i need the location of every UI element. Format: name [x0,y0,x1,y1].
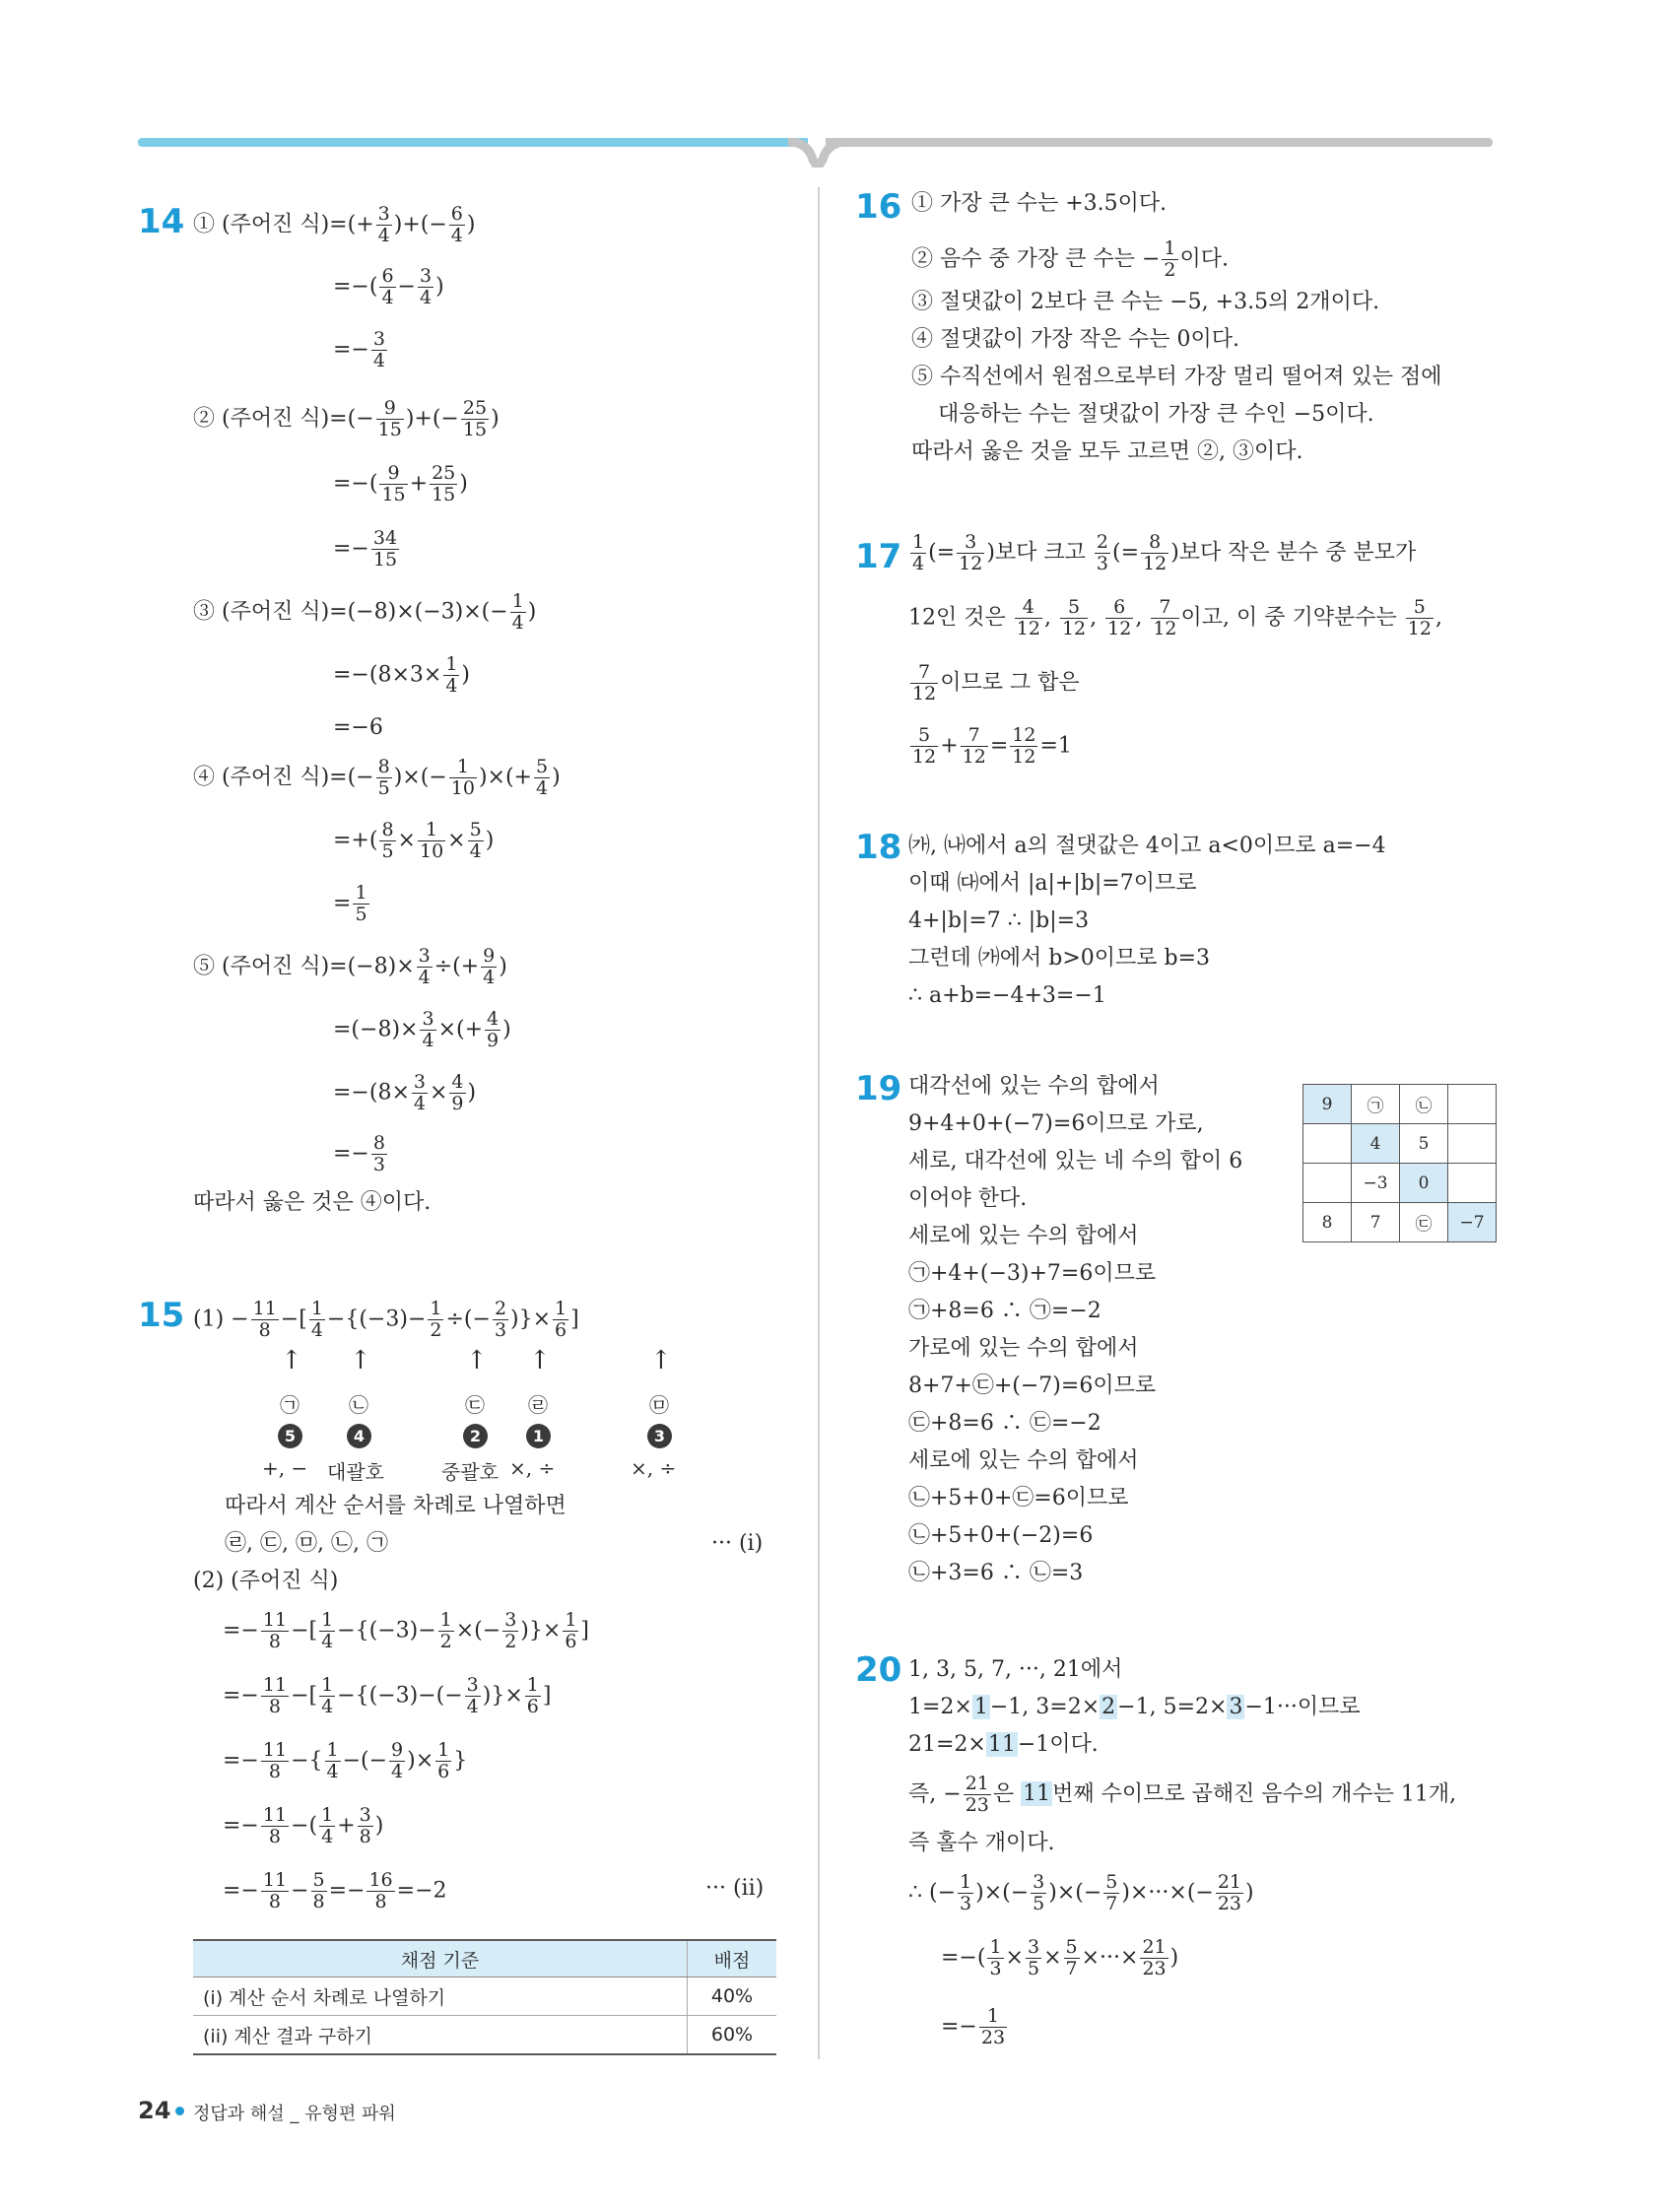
q14-line-4: ② (주어진 식)=(− $\frac{9}{15}$ )+(− $\frac{25}{15}$ ) [193,397,500,440]
q20-line-6: ∴ (− $\frac{1}{3}$ )×(− $\frac{3}{5}$ )×(− $\frac{5}{7}$ )×···×(− $\frac{21}{23}$ ) [908,1871,1254,1914]
scoring-points-cell: 60% [688,2016,777,2055]
scoring-points-cell: 40% [688,1977,777,2016]
q19-line-1: 대각선에 있는 수의 합에서 [908,1074,1160,1099]
grid-cell: ㉡ [1400,1085,1448,1124]
q14-conclusion: 따라서 옳은 것은 ④이다. [193,1190,432,1215]
q15-op-2: 대괄호 [327,1460,384,1484]
q15-step-line-3: =− $\frac{11}{8}$ −{ $\frac{1}{4}$ −(− $\frac{9}{4}$ )× $\frac{1}{6}$ } [223,1739,468,1782]
q15-step-5: 3 [647,1424,672,1448]
q14-line-13: ⑤ (주어진 식)=(−8)× $\frac{3}{4}$ ÷(+ $\frac{9}{4}$ ) [193,945,507,988]
q17-line-3: $\frac{7}{12}$ 이므로 그 합은 [912,661,1080,704]
q18-line-4: 그런데 ㈎에서 b>0이므로 b=3 [908,946,1211,971]
q14-line-8: =−(8×3× $\frac{1}{4}$ ) [333,653,470,697]
q17-line-4: $\frac{5}{12}$ + $\frac{7}{12}$ = $\frac{12}{12}$ =1 [912,724,1072,768]
grid-cell: −7 [1448,1203,1497,1242]
header-bar-right [826,138,1493,147]
q19-line-4: 이어야 한다. [908,1186,1028,1211]
q15-arrow-3: ↑ [466,1346,488,1375]
q20-line-1: 1, 3, 5, 7, ···, 21에서 [908,1657,1123,1682]
q16-line-2: ② 음수 중 가장 큰 수는 − $\frac{1}{2}$ 이다. [911,237,1230,281]
q14-line-15: =−(8× $\frac{3}{4}$ × $\frac{4}{9}$ ) [333,1071,477,1114]
question-19-number: 19 [855,1069,902,1108]
q14-line-5: =−( $\frac{9}{15}$ + $\frac{25}{15}$ ) [333,462,468,505]
q14-line-12: = $\frac{1}{5}$ [333,882,367,925]
q18-line-3: 4+|b|=7 ∴ |b|=3 [908,908,1090,933]
header-bar-left [138,138,808,147]
q19-line-2: 9+4+0+(−7)=6이므로 가로, [908,1111,1204,1136]
q20-line-7: =−( $\frac{1}{3}$ × $\frac{3}{5}$ × $\frac{5}{7}$ ×···× $\frac{21}{23}$ ) [941,1936,1179,1979]
q15-order: ㉣, ㉢, ㉤, ㉡, ㉠ [225,1531,388,1556]
q14-line-1: ① (주어진 식)=(+ $\frac{3}{4}$ )+(− $\frac{6}{4}$ ) [193,203,476,246]
q14-line-7: ③ (주어진 식)=(−8)×(−3)×(− $\frac{1}{4}$ ) [193,590,537,634]
q15-mark-2: ··· (ii) [705,1876,765,1901]
q15-label-3: ㉢ [465,1393,485,1417]
q20-line-5: 즉 홀수 개이다. [908,1831,1055,1855]
q15-step-4: 1 [526,1424,551,1448]
question-17-number: 17 [855,537,902,576]
q20-line-4: 즉, − $\frac{21}{23}$ 은 11번째 수이므로 곱해진 음수의 개수는 11개, [908,1773,1457,1816]
grid-cell: 8 [1303,1203,1352,1242]
q15-order-text: 따라서 계산 순서를 차례로 나열하면 [225,1494,567,1518]
scoring-table [193,1939,776,2055]
grid-cell: ㉠ [1352,1085,1400,1124]
q15-op-1: +, − [262,1456,308,1480]
grid-cell [1303,1124,1352,1164]
q15-part-2: (2) (주어진 식) [193,1569,339,1593]
q19-line-14: ㉡+3=6 ∴ ㉡=3 [908,1561,1084,1585]
q15-arrow-1: ↑ [281,1346,302,1375]
scoring-criteria-cell: (i) 계산 순서 차례로 나열하기 [193,1977,688,2016]
q19-line-5: 세로에 있는 수의 합에서 [908,1224,1139,1248]
footer-bullet-icon [175,2107,184,2115]
q15-step-line-2: =− $\frac{11}{8}$ −[ $\frac{1}{4}$ −{(−3)−(− $\frac{3}{4}$ )}× $\frac{1}{6}$ ] [223,1674,552,1717]
grid-cell: ㉢ [1400,1203,1448,1242]
q19-line-10: ㉢+8=6 ∴ ㉢=−2 [908,1411,1101,1436]
q16-line-5: ⑤ 수직선에서 원점으로부터 가장 멀리 떨어져 있는 점에 [911,365,1442,389]
q19-line-11: 세로에 있는 수의 합에서 [908,1448,1139,1473]
q20-line-8: =− $\frac{1}{23}$ [941,2005,1006,2048]
grid-cell: 5 [1400,1124,1448,1164]
q16-line-7: 따라서 옳은 것을 모두 고르면 ②, ③이다. [911,439,1303,464]
q15-arrow-4: ↑ [529,1346,551,1375]
q20-line-3: 21=2×11−1이다. [908,1732,1099,1757]
q15-op-5: ×, ÷ [631,1456,677,1480]
q18-line-5: ∴ a+b=−4+3=−1 [908,983,1106,1008]
page-number: 24 [138,2097,171,2124]
column-divider [818,187,820,2059]
table-row [193,2016,776,2055]
q15-step-1: 5 [278,1424,302,1448]
q15-mark-1: ··· (i) [711,1531,764,1556]
q16-line-1: ① 가장 큰 수는 +3.5이다. [911,191,1168,216]
scoring-table-header [193,1940,776,1977]
q15-step-line-1: =− $\frac{11}{8}$ −[ $\frac{1}{4}$ −{(−3)− $\frac{1}{2}$ ×(− $\frac{3}{2}$ )}× $\frac{1}{6}$ ] [223,1609,589,1652]
q20-line-2: 1=2×1−1, 3=2×2−1, 5=2×3−1···이므로 [908,1695,1361,1719]
q15-label-5: ㉤ [649,1393,669,1417]
q15-label-2: ㉡ [349,1393,368,1417]
q18-line-2: 이때 ㈐에서 |a|+|b|=7이므로 [908,871,1197,896]
q15-op-4: ×, ÷ [509,1456,556,1480]
q15-step-line-5: =− $\frac{11}{8}$ − $\frac{5}{8}$ =− $\frac{16}{8}$ =−2 [223,1869,447,1912]
q18-line-1: ㈎, ㈏에서 a의 절댓값은 4이고 a<0이므로 a=−4 [908,834,1386,858]
scoring-criteria-cell: (ii) 계산 결과 구하기 [193,2016,688,2055]
q15-label-1: ㉠ [280,1393,300,1417]
q16-line-3: ③ 절댓값이 2보다 큰 수는 −5, +3.5의 2개이다. [911,290,1380,314]
grid-cell [1303,1164,1352,1203]
grid-cell: 7 [1352,1203,1400,1242]
q15-label-4: ㉣ [528,1393,548,1417]
q15-op-3: 중괄호 [441,1460,499,1484]
footer-title: 정답과 해설 _ 유형편 파워 [193,2104,396,2124]
question-20-number: 20 [855,1650,902,1690]
q19-line-3: 세로, 대각선에 있는 네 수의 합이 6 [908,1149,1243,1173]
q14-line-11: =+( $\frac{8}{5}$ × $\frac{1}{10}$ × $\frac{5}{4}$ ) [333,819,495,862]
scoring-criteria-header: 채점 기준 [193,1940,688,1977]
table-row [193,1977,776,2016]
q14-line-16: =− $\frac{8}{3}$ [333,1132,385,1175]
q15-step-3: 2 [463,1424,488,1448]
grid-cell: 0 [1400,1164,1448,1203]
q14-line-6: =− $\frac{34}{15}$ [333,527,398,570]
q19-line-12: ㉡+5+0+㉢=6이므로 [908,1486,1129,1510]
question-15-number: 15 [138,1296,185,1335]
question-16-number: 16 [855,187,902,227]
q19-line-8: 가로에 있는 수의 합에서 [908,1336,1139,1361]
q17-line-2: 12인 것은 $\frac{4}{12}$ , $\frac{5}{12}$ , $\frac{6}{12}$ , $\frac{7}{12}$ 이고, 이 중 기약분수는 $\frac{5}{12}$ , [908,596,1442,639]
question-14-number: 14 [138,202,185,241]
q19-line-7: ㉠+8=6 ∴ ㉠=−2 [908,1299,1101,1323]
q14-line-3: =− $\frac{3}{4}$ [333,328,385,371]
q14-line-14: =(−8)× $\frac{3}{4}$ ×(+ $\frac{4}{9}$ ) [333,1008,511,1051]
grid-cell [1448,1085,1497,1124]
magic-square-grid [1302,1084,1497,1242]
grid-cell [1448,1124,1497,1164]
grid-cell [1448,1164,1497,1203]
q14-line-10: ④ (주어진 식)=(− $\frac{8}{5}$ )×(− $\frac{1}{10}$ )×(+ $\frac{5}{4}$ ) [193,756,561,799]
q15-step-2: 4 [347,1424,371,1448]
scoring-points-header: 배점 [688,1940,777,1977]
q15-expression: (1) − $\frac{11}{8}$ −[ $\frac{1}{4}$ −{(−3)− $\frac{1}{2}$ ÷(− $\frac{2}{3}$ )}× $\frac{1}{6}$ ] [193,1298,579,1341]
q19-line-9: 8+7+㉢+(−7)=6이므로 [908,1374,1157,1398]
q19-line-6: ㉠+4+(−3)+7=6이므로 [908,1261,1157,1286]
q14-line-9: =−6 [333,715,383,740]
grid-cell: 9 [1303,1085,1352,1124]
q14-line-2: =−( $\frac{6}{4}$ − $\frac{3}{4}$ ) [333,265,444,308]
question-18-number: 18 [855,828,902,867]
q19-line-13: ㉡+5+0+(−2)=6 [908,1523,1094,1548]
q15-step-line-4: =− $\frac{11}{8}$ −( $\frac{1}{4}$ + $\frac{3}{8}$ ) [223,1804,384,1847]
grid-cell: −3 [1352,1164,1400,1203]
q15-arrow-5: ↑ [650,1346,672,1375]
q17-line-1: $\frac{1}{4}$ (= $\frac{3}{12}$ )보다 크고 $\frac{2}{3}$ (= $\frac{8}{12}$ )보다 작은 분수 중 분모가 [912,531,1417,574]
grid-cell: 4 [1352,1124,1400,1164]
q16-line-6: 대응하는 수는 절댓값이 가장 큰 수인 −5이다. [938,402,1374,427]
q15-arrow-2: ↑ [350,1346,371,1375]
q16-line-4: ④ 절댓값이 가장 작은 수는 0이다. [911,327,1239,352]
